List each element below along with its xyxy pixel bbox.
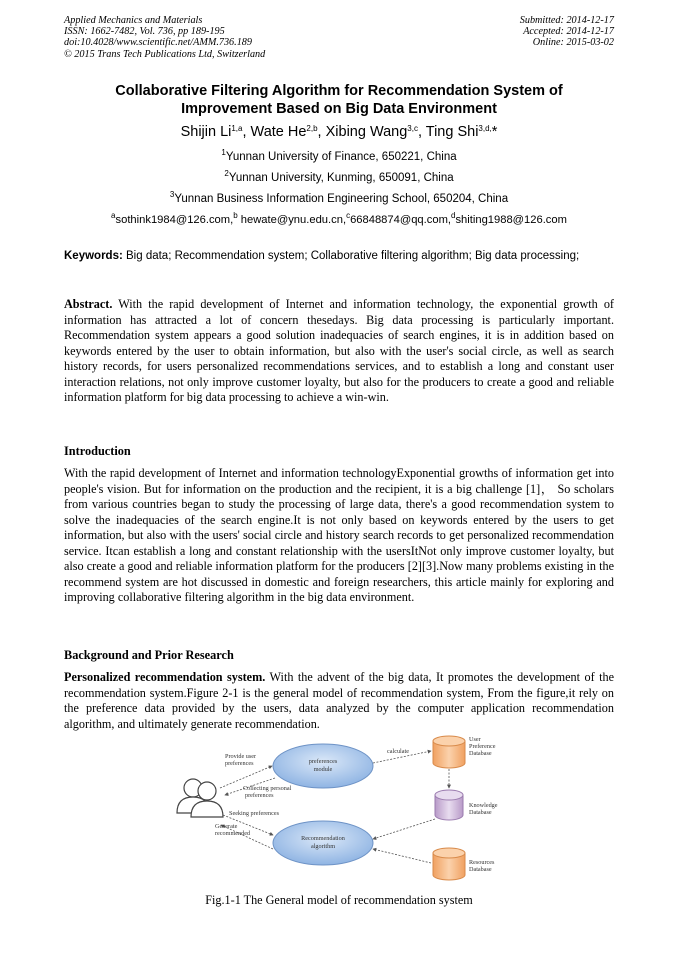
collecting-prefs-label-1: Collecting personal	[243, 785, 292, 792]
author-sup: 1,a	[231, 124, 243, 133]
accepted-date: Accepted: 2014-12-17	[523, 26, 614, 38]
dates-header	[520, 15, 614, 49]
email-link[interactable]: shiting1988@126.com	[455, 214, 567, 226]
calculate-label: calculate	[387, 748, 409, 755]
email-link[interactable]: hewate@ynu.edu.cn,	[237, 214, 347, 226]
journal-header	[64, 15, 265, 60]
author-name: Shijin Li	[180, 124, 232, 140]
abstract-text: With the rapid development of Internet and information technology, the exponential growth of information has attracted a lot of concern thesedays. Big data processing is particularly important. Recommendation system appears a good solution inadequacies of search engines, it is in addition based on keywords entered by the user to obtain information, but also with the user's social circle, as well as search history records, for users personalized recommendations services, and to establish a long and constant user interaction relations, not only improve customer loyalty, but also for the producers to create a good and reliable information platform for big data processing to achieve a win-win.	[64, 297, 614, 404]
affiliation-sup: 3	[169, 190, 175, 199]
arrow-knowledge-algorithm	[373, 819, 435, 839]
corresponding-mark: *	[491, 124, 498, 140]
background-paragraph	[64, 670, 614, 732]
author-name: Ting Shi	[425, 124, 479, 140]
title-line-2: Improvement Based on Big Data Environment	[181, 101, 497, 117]
resources-db-label-2: Database	[469, 866, 492, 873]
email-sup: c	[346, 211, 351, 220]
doi: doi:10.4028/www.scientific.net/AMM.736.189	[64, 37, 252, 49]
affiliation-sup: 1	[221, 148, 226, 157]
email-list	[20, 213, 658, 227]
provide-prefs-label-2: preferences	[225, 760, 254, 767]
background-text: With the advent of the big data, It promotes the development of the recommendation system.Figure 2-1 is the general model of recommendation system, From the figure,it rely on the preference data provided by the users, data analyzed by the computer application recommendation algorithm, and ultimately generate recommendation.	[64, 670, 614, 731]
knowledge-database-cylinder	[435, 790, 463, 820]
knowledge-db-label-1: Knowledge	[469, 802, 498, 809]
algorithm-label-1: Recommendation	[301, 835, 345, 842]
affiliation	[50, 150, 628, 164]
algorithm-label-2: algorithm	[310, 843, 336, 850]
users-icon	[177, 779, 223, 817]
author-name: Xibing Wang	[325, 124, 408, 140]
resources-db-label-1: Resources	[469, 859, 495, 866]
keywords-text: Big data; Recommendation system; Collaborative filtering algorithm; Big data processing;	[126, 250, 580, 262]
affiliation-text: Yunnan Business Information Engineering School, 650204, China	[174, 193, 509, 205]
email-sup: b	[233, 211, 238, 220]
preferences-module-label-1: preferences	[308, 758, 338, 765]
keywords-label: Keywords:	[64, 250, 123, 262]
affiliation-text: Yunnan University, Kunming, 650091, China	[228, 172, 454, 184]
email-link[interactable]: 66848874@qq.com,	[350, 214, 451, 226]
collecting-prefs-label-2: preferences	[245, 792, 274, 799]
email-sup: a	[111, 211, 116, 220]
author-sup: 3,c	[407, 124, 418, 133]
subsection-label: Personalized recommendation system.	[64, 670, 266, 684]
introduction-paragraph: With the rapid development of Internet and information technologyExponential growths of information get into people's vision. But for information on the production and the recipient, it is a big challenge [1]， So scholars from various countries began to study the processing of large data, there's a good recommendation system to solve the inadequacies of the search engine.It is not only based on keywords entered by the users to get information, but also with the users' social circle and history search records to get personalized recommendation service. Itcan establish a long and constant relationship with the usersItNot only improve customer loyalty, but also create a good and reliable information platform for the producers [2][3].Now many problems existing in the recommend system are hot discussed in domestic and foreign researchers, this article mainly for exploring and improving collaborative filtering algorithm in the big data environment.	[64, 466, 614, 604]
resources-database-cylinder	[433, 848, 465, 880]
seeking-prefs-label: Seeking preferences	[229, 810, 279, 817]
title-line-1: Collaborative Filtering Algorithm for Recommendation System of	[115, 83, 563, 99]
copyright: © 2015 Trans Tech Publications Ltd, Switzerland	[64, 48, 266, 60]
recommendation-model-figure	[165, 733, 505, 887]
author-list: Shijin Li$^{1,a}$, Wate He$^{2,b}$, Xibing Wang$^{3,c}$, Ting Shi$^{3,d,}$*	[180, 124, 498, 140]
paper-title	[50, 82, 628, 118]
author-sup: 3,d,	[478, 124, 492, 133]
user-pref-db-label-1: User	[469, 736, 481, 743]
submitted-date: Submitted: 2014-12-17	[519, 15, 614, 26]
user-preference-database-cylinder	[433, 736, 465, 768]
online-date: Online: 2015-03-02	[532, 37, 614, 49]
section-heading-background: Background and Prior Research	[64, 648, 234, 662]
provide-prefs-label-1: Provide user	[225, 753, 257, 760]
affiliation	[50, 192, 628, 206]
issn: ISSN: 1662-7482, Vol. 736, pp 189-195	[64, 26, 225, 38]
generate-rec-label-2: recommended	[215, 830, 251, 837]
figure-caption: Fig.1-1 The General model of recommendation system	[205, 893, 473, 907]
abstract-label: Abstract.	[64, 297, 113, 311]
author-name: Wate He	[250, 124, 307, 140]
knowledge-db-label-2: Database	[469, 809, 492, 816]
author-sup: 2,b	[306, 124, 318, 133]
abstract	[64, 297, 614, 406]
journal-name: Applied Mechanics and Materials	[64, 15, 203, 26]
generate-rec-label-1: Generate	[215, 823, 238, 830]
email-link[interactable]: sothink1984@126.com,	[115, 214, 234, 226]
email-sup: d	[451, 211, 456, 220]
arrow-resources-algorithm	[373, 849, 431, 863]
keywords	[64, 249, 614, 264]
affiliation	[50, 171, 628, 185]
preferences-module-label-2: module	[313, 766, 333, 773]
user-pref-db-label-2: Preference	[469, 743, 496, 750]
affiliation-sup: 2	[224, 169, 229, 178]
affiliation-text: Yunnan University of Finance, 650221, China	[225, 151, 457, 163]
user-pref-db-label-3: Database	[469, 750, 492, 757]
section-heading-introduction: Introduction	[64, 444, 131, 458]
